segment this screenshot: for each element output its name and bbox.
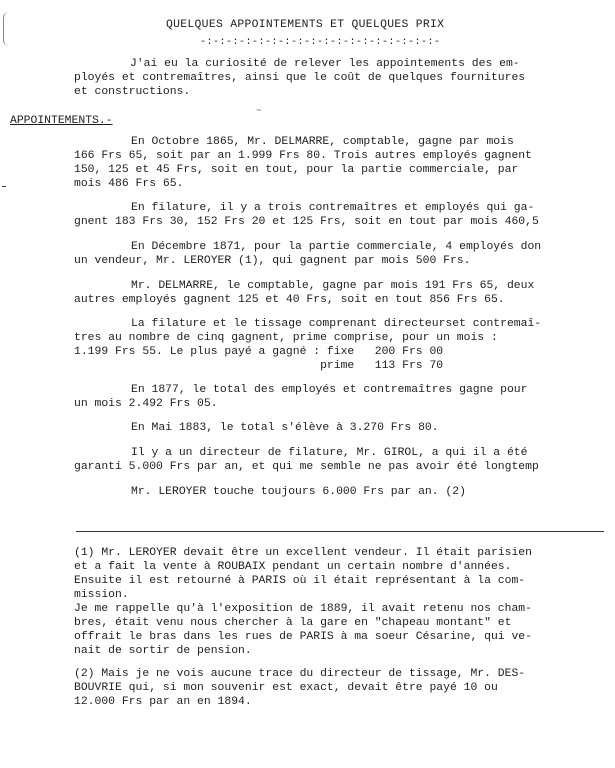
- footnote-line: nait de sortir de pension.: [74, 645, 252, 657]
- paragraph-line: prime 113 Frs 70: [74, 360, 444, 372]
- paragraph-line: En 1877, le total des employés et contremaîtres gagne pour: [131, 384, 528, 396]
- page-title: QUELQUES APPOINTEMENTS ET QUELQUES PRIX: [166, 19, 445, 31]
- footnote-line: bres, était venu nous chercher à la gare en "chapeau montant" et: [74, 617, 512, 629]
- intro-line: ployés et contremaîtres, ainsi que le coût de quelques fournitures: [74, 72, 526, 84]
- ink-mark: ~: [256, 106, 262, 116]
- paragraph-line: mois 486 Frs 65.: [74, 178, 184, 190]
- footnote-line: mission.: [74, 589, 129, 601]
- paragraph-line: La filature et le tissage comprenant directeurset contremaî-: [131, 318, 542, 330]
- footnote-line: BOUVRIE qui, si mon souvenir est exact, devait être payé 10 ou: [74, 682, 498, 694]
- footnote-line: Ensuite il est retourné à PARIS où il était représentant à la com-: [74, 575, 526, 587]
- paragraph-line: 150, 125 et 45 Frs, soit en tout, pour la partie commerciale, par: [74, 164, 519, 176]
- footnote-line: (2) Mais je ne vois aucune trace du directeur de tissage, Mr. DES-: [74, 668, 526, 680]
- paragraph-line: Il y a un directeur de filature, Mr. GIROL, a qui il a été: [131, 447, 528, 459]
- paragraph-line: 166 Frs 65, soit par an 1.999 Frs 80. Trois autres employés gagnent: [74, 150, 532, 162]
- margin-mark: [3, 12, 16, 46]
- paragraph-line: Mr. LEROYER touche toujours 6.000 Frs par an. (2): [131, 486, 466, 498]
- paragraph-line: un mois 2.492 Frs 05.: [74, 398, 218, 410]
- paragraph-line: un vendeur, Mr. LEROYER (1), qui gagnent par mois 500 Frs.: [74, 255, 471, 267]
- footnote-line: et a fait la vente à ROUBAIX pendant un certain nombre d'années.: [74, 561, 512, 573]
- section-heading: APPOINTEMENTS.-: [10, 115, 113, 127]
- paragraph-line: En Décembre 1871, pour la partie commerciale, 4 employés don: [131, 241, 542, 253]
- title-underline: -:-:-:-:-:-:-:-:-:-:-:-:-:-:-:-:-:-:-: [200, 37, 441, 48]
- margin-dash: [2, 186, 6, 187]
- paragraph-line: autres employés gagnent 125 et 40 Frs, soit en tout 856 Frs 65.: [74, 294, 505, 306]
- paragraph-line: En Mai 1883, le total s'élève à 3.270 Frs 80.: [131, 422, 439, 434]
- paragraph-line: 1.199 Frs 55. Le plus payé a gagné : fixe 200 Frs 00: [74, 346, 444, 358]
- paragraph-line: gnent 183 Frs 30, 152 Frs 20 et 125 Frs, soit en tout par mois 460,5: [74, 216, 539, 228]
- footnote-line: Je me rappelle qu'à l'exposition de 1889, il avait retenu nos cham-: [74, 603, 532, 615]
- paragraph-line: tres au nombre de cinq gagnent, prime comprise, pour un mois :: [74, 332, 498, 344]
- paragraph-line: Mr. DELMARRE, le comptable, gagne par mois 191 Frs 65, deux: [131, 280, 535, 292]
- paragraph-line: garanti 5.000 Frs par an, et qui me semble ne pas avoir été longtemp: [74, 461, 539, 473]
- footnote-line: offrait le bras dans les rues de PARIS à ma soeur Césarine, qui ve-: [74, 631, 532, 643]
- intro-line: J'ai eu la curiosité de relever les appointements des em-: [130, 58, 520, 70]
- footnote-line: (1) Mr. LEROYER devait être un excellent vendeur. Il était parisien: [74, 547, 532, 559]
- footnote-separator: [76, 531, 604, 532]
- paragraph-line: En Octobre 1865, Mr. DELMARRE, comptable, gagne par mois: [131, 136, 514, 148]
- footnote-line: 12.000 Frs par an en 1894.: [74, 696, 252, 708]
- paragraph-line: En filature, il y a trois contremaîtres et employés qui ga-: [131, 202, 535, 214]
- intro-line: et constructions.: [74, 86, 191, 98]
